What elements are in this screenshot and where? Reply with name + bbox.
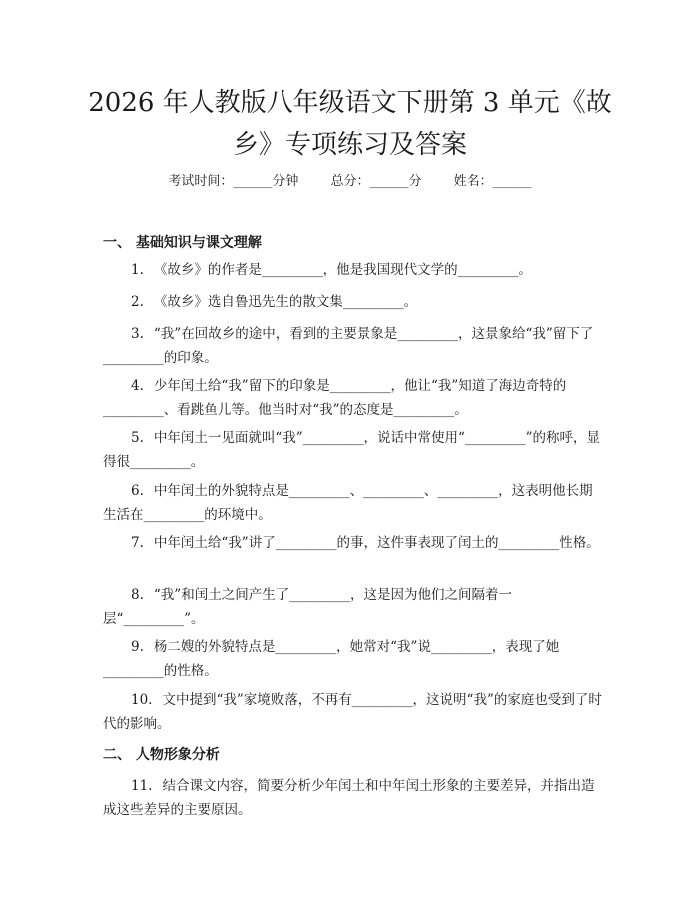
exam-name: 姓名：______ [453,174,532,189]
title-line-2: 乡》专项练习及答案 [232,130,467,160]
title-line-1: 2026 年人教版八年级语文下册第 3 单元《故 [88,88,612,118]
question-number: 3. [131,326,144,342]
question-text: 中年闰土一见面就叫“我”_________，说话中常使用“_________”的称呼，显得很_________。 [103,430,600,470]
question-number: 11. [131,778,153,794]
question-text: 少年闰土给“我”留下的印象是_________，他让“我”知道了海边奇特的_________、看跳鱼儿等。他当时对“我”的态度是_________。 [103,378,567,418]
question-number: 8. [131,587,144,603]
question-text: 《故乡》的作者是_________，他是我国现代文学的_________。 [153,262,532,278]
question-7 [103,531,603,555]
question-number: 4. [131,378,144,394]
question-number: 9. [131,639,144,655]
question-3 [103,322,603,370]
section-heading-2: 二、 人物形象分析 [103,747,220,763]
document-title [60,82,640,166]
question-5 [103,426,603,474]
question-8 [103,583,603,631]
question-text: 中年闰土的外貌特点是_________、_________、_________，这表明他长期生活在_________的环境中。 [103,483,593,523]
question-1 [103,258,603,282]
question-number: 10. [131,692,153,708]
exam-time: 考试时间：______分钟 [168,174,299,189]
question-11 [103,774,603,822]
question-text: 《故乡》选自鲁迅先生的散文集_________。 [153,294,418,310]
question-text: 杨二嫂的外貌特点是_________，她常对“我”说_________，表现了她_________的性格。 [103,639,560,679]
question-text: 结合课文内容，简要分析少年闰土和中年闰土形象的主要差异，并指出造成这些差异的主要原因。 [103,778,595,818]
question-number: 5. [131,430,144,446]
question-number: 2. [131,294,144,310]
question-9 [103,635,603,683]
section-heading-1: 一、 基础知识与课文理解 [103,235,262,251]
question-2 [103,290,603,314]
question-text: “我”和闰土之间产生了_________，这是因为他们之间隔着一层“_________”。 [103,587,512,627]
question-number: 6. [131,483,144,499]
question-6 [103,479,603,527]
question-number: 1. [131,262,144,278]
exam-score: 总分：______分 [330,174,422,189]
question-4 [103,374,603,422]
exam-meta [0,170,700,189]
question-number: 7. [131,535,144,551]
question-text: “我”在回故乡的途中，看到的主要景象是_________，这景象给“我”留下了_________的印象。 [103,326,594,366]
question-text: 文中提到“我”家境败落，不再有_________，这说明“我”的家庭也受到了时代的影响。 [103,692,602,732]
question-10 [103,688,603,736]
question-text: 中年闰土给“我”讲了_________的事，这件事表现了闰土的_________性格。 [153,535,600,551]
